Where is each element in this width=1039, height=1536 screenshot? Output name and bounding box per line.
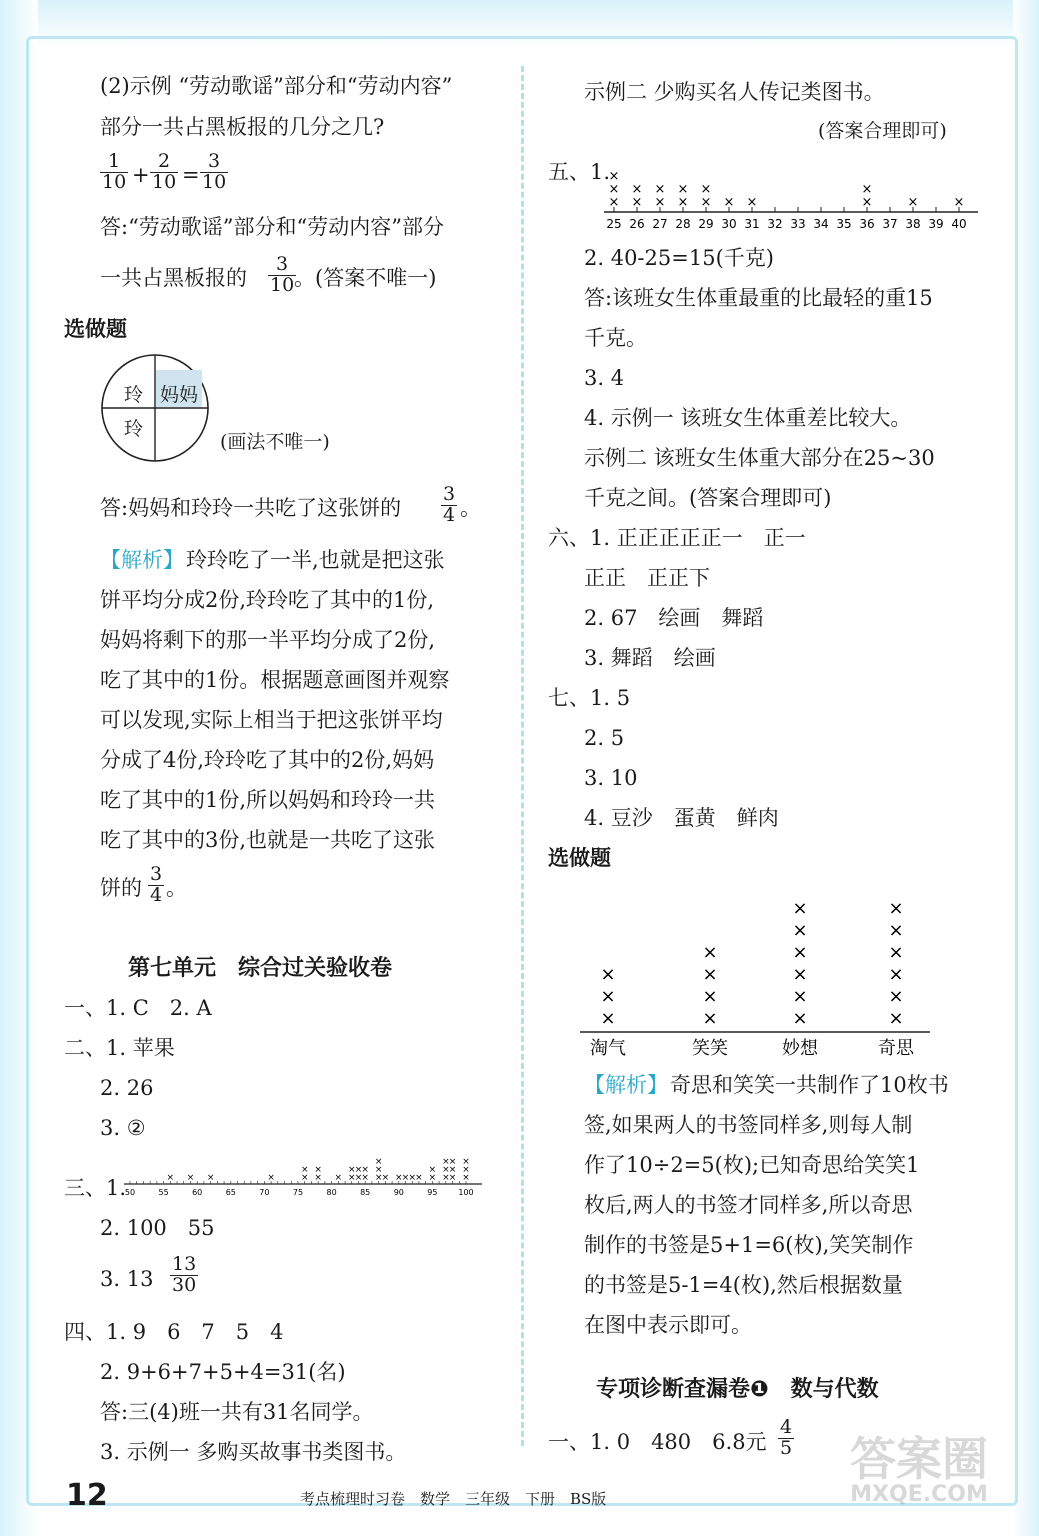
circle-label-ling1: 玲 [124,384,144,406]
data-marker: × [448,1173,457,1183]
answer2-post: 。 [460,496,481,520]
data-marker: × [654,182,666,197]
section5-example2-line2: 千克之间。(答案合理即可) [584,486,832,510]
data-marker: × [861,182,873,197]
answer2-frac: $\frac{3}{4}$ [443,483,456,526]
data-marker: × [702,942,718,963]
data-marker: × [600,964,616,985]
section2-q1: 二、1. 苹果 [64,1036,175,1060]
data-marker: × [608,182,620,197]
jiexi-left-frac: $\frac{3}{4}$ [150,863,163,906]
jiexi-right-line: 枚后,两人的书签才同样多,所以奇思 [584,1193,913,1217]
tick-label: 60 [192,1188,203,1197]
data-marker: × [700,182,712,197]
data-marker: × [608,169,620,184]
data-marker: × [401,1173,410,1183]
data-marker: × [428,1165,437,1175]
jiexi-right-line: 奇思和笑笑一共制作了10枚书 [670,1073,949,1097]
jiexi-left-last-pre: 饼的 [100,876,142,900]
tick-label: 27 [652,217,668,231]
section5-q2: 2. 40-25=15(千克) [584,246,774,270]
example2: 示例二 少购买名人传记类图书。 [584,80,885,104]
unit-title: 第七单元 综合过关验收卷 [128,956,393,981]
section7-q3: 3. 10 [584,766,638,790]
section4-q1: 四、1. 9 6 7 5 4 [64,1320,284,1344]
data-marker: × [631,182,643,197]
data-marker: × [888,986,904,1007]
section5-label: 五、1. [548,160,611,184]
data-marker: × [361,1165,369,1175]
data-marker: × [334,1173,343,1183]
tick-label: 34 [813,217,829,231]
jiexi-tag-left: 【解析】 [100,548,184,572]
section5-q4: 4. 示例一 该班女生体重差比较大。 [584,406,912,430]
data-marker: × [314,1173,322,1183]
data-marker: × [953,195,965,210]
section7-q2: 2. 5 [584,726,625,750]
circle-label-ling2: 玲 [124,418,144,440]
data-marker: × [186,1173,195,1183]
special-frac: $\frac{4}{5}$ [780,1416,793,1459]
tick-label: 55 [158,1188,169,1197]
category-label: 笑笑 [692,1038,728,1059]
data-marker: × [354,1165,363,1175]
jiexi-tag-right: 【解析】 [584,1073,668,1097]
data-marker: × [792,920,808,941]
data-marker: × [654,195,666,210]
section2-q3: 3. ② [100,1116,146,1140]
heli-note: (答案合理即可) [818,120,947,142]
section5-answer-line1: 答:该班女生体重最重的比最轻的重15 [584,286,933,310]
tick-label: 33 [790,217,806,231]
tick-label: 38 [905,217,921,231]
data-marker: × [314,1165,322,1175]
q2-line1: (2)示例 “劳动歌谣”部分和“劳动内容” [100,74,453,98]
data-marker: × [888,964,904,985]
jiexi-left-line: 玲玲吃了一半,也就是把这张 [186,548,445,572]
eq-frac-2: $\frac{2}{10}$ [152,150,177,193]
data-marker: × [448,1165,457,1175]
answer1-line1: 答:“劳动歌谣”部分和“劳动内容”部分 [100,215,445,239]
data-marker: × [888,898,904,919]
data-marker: × [462,1165,470,1175]
tick-label: 90 [393,1188,404,1197]
category-label: 奇思 [878,1038,914,1059]
data-marker: × [792,898,808,919]
data-marker: × [347,1173,356,1183]
section7-q4: 4. 豆沙 蛋黄 鲜肉 [584,806,779,830]
tick-label: 100 [458,1188,474,1197]
data-marker: × [408,1173,417,1183]
tick-label: 85 [360,1188,371,1197]
section4-answer: 答:三(4)班一共有31名同学。 [100,1400,374,1424]
tick-label: 35 [836,217,852,231]
section4-q2: 2. 9+6+7+5+4=31(名) [100,1360,346,1384]
circle-label-mama: 妈妈 [160,384,199,406]
jiexi-left-line: 吃了其中的1份,所以妈妈和玲玲一共 [100,788,436,812]
data-marker: × [677,195,689,210]
xuanzuo-heading-left: 选做题 [64,317,127,341]
answer1-line2-pre: 一共占黑板报的 [100,266,247,290]
data-marker: × [206,1173,215,1183]
tick-label: 70 [259,1188,270,1197]
data-marker: × [600,1008,616,1029]
data-marker: × [746,195,758,210]
tick-label: 95 [427,1188,438,1197]
data-marker: × [702,964,718,985]
score-dot-plot [120,1150,486,1202]
tick-label: 25 [606,217,622,231]
jiexi-left-last-post: 。 [166,876,187,900]
data-marker: × [462,1173,470,1183]
answer-page: (2)示例 “劳动歌谣”部分和“劳动内容” 部分一共占黑板报的几分之几? $\frac{1}{10}$ + $\frac{2}{10}$ = $\frac{3}{10}$ 答:“劳动歌谣”部分和“劳动内容”部分 一共占黑板报的 $\frac{3}{10}$ 。(答案不唯一) 选做题 玲 妈妈 玲 (画法不唯一) 答:妈妈和玲玲一共吃了这张饼的 $\frac{3}{4}$ 。 【解析】 玲玲吃了一半,也就是把这张 饼平均分成2份,玲玲吃了其中的1份, 妈妈将剩下的那一半平均分成了2份, 吃了其中的1份。根据题意画图并观察 可以发现,实际上相当于把这张饼平均 分成了4份,玲玲吃了其中的2份,妈妈 吃了其中的1份,所以妈妈和玲玲一共 吃了其中的3份,也就是一共吃了这张 饼的 $\frac{3}{4}$ 。 第七单元 综合过关验收卷 一、1. C 2. A 二、1. 苹果 2. 26 3. ② 三、1. 50 55 60 65 70 75 80 85 90 95 100 × × × × × × × × × × × × × × × × × × × × × × × × × × × × × × × × × × 2. 100 55 3. 13 $\frac{13}{30}$ 四、1. 9 6 7 5 4 2. 9+6+7+5+4=31(名) 答:三(4)班一共有31名同学。 3. 示例一 多购买故事书类图书。 示例二 少购买名人传记类图书。 (答案合理即可) 五、1. 25 × × × 26 × × 27 × × 28 × × 29 × × 30 × 31 × 32 33 34 35 36 × × 37 38 × 39 40 × 2. 40-25=15(千克) 答:该班女生体重最重的比最轻的重15 千克。 3. 4 4. 示例一 该班女生体重差比较大。 示例二 该班女生体重大部分在25~30 千克之间。(答案合理即可) 六、1. 正正正正正一 正一 正正 正正下 2. 67 绘画 舞蹈 3. 舞蹈 绘画 七、1. 5 2. 5 3. 10 4. 豆沙 蛋黄 鲜肉 选做题 淘气 × × × 笑笑 × × × × 妙想 × × × × × × 奇思 × × × × × × 【解析】 奇思和笑笑一共制作了10枚书 签,如果两人的书签同样多,则每人制 作了10÷2=5(枚);已知奇思给笑笑1 枚后,两人的书签才同样多,所以奇思 制作的书签是5+1=6(枚),笑笑制作 的书签是5-1=4(枚),然后根据数量 在图中表示即可。 专项诊断查漏卷❶ 数与代数 一、1. 0 480 6.8元 $\frac{4}{5}$ 12 考点梳理时习卷 数学 三年级 下册 BS版 答案圈 MXQE.COM [0,0,1039,1536]
data-marker: × [374,1165,383,1175]
watermark-logo: 答案圈 MXQE.COM [850,1432,988,1507]
tick-label: 75 [292,1188,304,1197]
data-marker: × [166,1173,175,1183]
answer1-frac: $\frac{3}{10}$ [270,253,295,296]
jiexi-left-line: 吃了其中的1份。根据题意画图并观察 [100,668,450,692]
jiexi-left-line: 分成了4份,玲玲吃了其中的2份,妈妈 [100,748,435,772]
data-marker: × [428,1173,437,1183]
data-marker: × [442,1165,450,1175]
section6-q2: 2. 67 绘画 舞蹈 [584,606,764,630]
jiexi-left-line: 可以发现,实际上相当于把这张饼平均 [100,708,443,732]
data-marker: × [448,1157,457,1167]
section6-q1-line1: 六、1. 正正正正正一 正一 [548,526,806,550]
tick-label: 36 [859,217,875,231]
eq-frac-3: $\frac{3}{10}$ [202,150,227,193]
jiexi-right-line: 的书签是5-1=4(枚),然后根据数量 [584,1273,903,1297]
jiexi-right-line: 作了10÷2=5(枚);已知奇思给笑笑1 [584,1153,920,1177]
data-marker: × [888,942,904,963]
section5-answer-line2: 千克。 [584,326,647,350]
section5-example2-line1: 示例二 该班女生体重大部分在25~30 [584,446,935,470]
tick-label: 80 [326,1188,337,1197]
footer-text: 考点梳理时习卷 数学 三年级 下册 BS版 [300,1490,607,1508]
data-marker: × [608,195,620,210]
data-marker: × [907,195,919,210]
tick-label: 30 [721,217,737,231]
data-marker: × [792,1008,808,1029]
answer2-pre: 答:妈妈和玲玲一共吃了这张饼的 [100,496,402,520]
data-marker: × [300,1165,309,1175]
data-marker: × [381,1173,390,1183]
tick-label: 65 [225,1188,236,1197]
data-marker: × [631,195,643,210]
special-q1: 一、1. 0 480 6.8元 [548,1430,767,1454]
huafa-note: (画法不唯一) [220,431,330,453]
tick-label: 32 [767,217,783,231]
tick-label: 31 [744,217,760,231]
section3-q3: 3. 13 [100,1267,154,1291]
category-label: 妙想 [782,1038,818,1059]
data-marker: × [792,942,808,963]
weight-dot-plot [600,152,980,232]
data-marker: × [888,920,904,941]
column-divider [521,66,524,1446]
tick-label: 28 [675,217,691,231]
section4-q3: 3. 示例一 多购买故事书类图书。 [100,1440,407,1464]
tick-label: 29 [698,217,714,231]
special-title: 专项诊断查漏卷❶ 数与代数 [596,1377,879,1402]
answer1-line2-post: 。(答案不唯一) [294,266,437,290]
category-label: 淘气 [590,1038,626,1059]
section7-q1: 七、1. 5 [548,686,631,710]
jiexi-left-line: 饼平均分成2份,玲玲吃了其中的1份, [100,588,435,612]
pie-circle [100,352,210,464]
data-marker: × [888,1008,904,1029]
jiexi-left-line: 吃了其中的3份,也就是一共吃了这张 [100,828,436,852]
tick-label: 39 [928,217,944,231]
jiexi-right-line: 制作的书签是5+1=6(枚),笑笑制作 [584,1233,914,1257]
xuanzuo-heading-right: 选做题 [548,846,611,870]
jiexi-right-line: 签,如果两人的书签同样多,则每人制 [584,1113,913,1137]
section6-q1-line2: 正正 正正下 [584,566,710,590]
data-marker: × [415,1173,423,1183]
data-marker: × [374,1157,383,1167]
data-marker: × [347,1165,356,1175]
jiexi-right-line: 在图中表示即可。 [584,1313,752,1337]
data-marker: × [267,1173,275,1183]
section6-q3: 3. 舞蹈 绘画 [584,646,716,670]
page-number: 12 [66,1478,108,1513]
data-marker: × [442,1173,450,1183]
section2-q2: 2. 26 [100,1076,154,1100]
q2-line2: 部分一共占黑板报的几分之几? [100,115,385,139]
data-marker: × [702,1008,718,1029]
data-marker: × [723,195,735,210]
jiexi-left-line: 妈妈将剩下的那一半平均分成了2份, [100,628,436,652]
data-marker: × [861,195,873,210]
data-marker: × [600,986,616,1007]
section3-q1-label: 三、1. [64,1176,127,1200]
data-marker: × [354,1173,363,1183]
data-marker: × [792,986,808,1007]
tick-label: 37 [882,217,898,231]
tick-label: 26 [629,217,645,231]
data-marker: × [677,182,689,197]
section5-q3: 3. 4 [584,366,625,390]
section3-q2: 2. 100 55 [100,1216,215,1240]
data-marker: × [442,1157,450,1167]
tick-label: 50 [124,1188,136,1197]
tick-label: 40 [951,217,967,231]
data-marker: × [702,986,718,1007]
data-marker: × [792,964,808,985]
bookmark-dot-plot [580,880,940,1060]
data-marker: × [700,195,712,210]
data-marker: × [462,1157,470,1167]
data-marker: × [395,1173,403,1183]
data-marker: × [300,1173,309,1183]
eq-frac-1: $\frac{1}{10}$ [102,150,127,193]
data-marker: × [374,1173,383,1183]
section1: 一、1. C 2. A [64,996,212,1020]
data-marker: × [361,1173,369,1183]
section3-frac: $\frac{13}{30}$ [172,1253,197,1296]
